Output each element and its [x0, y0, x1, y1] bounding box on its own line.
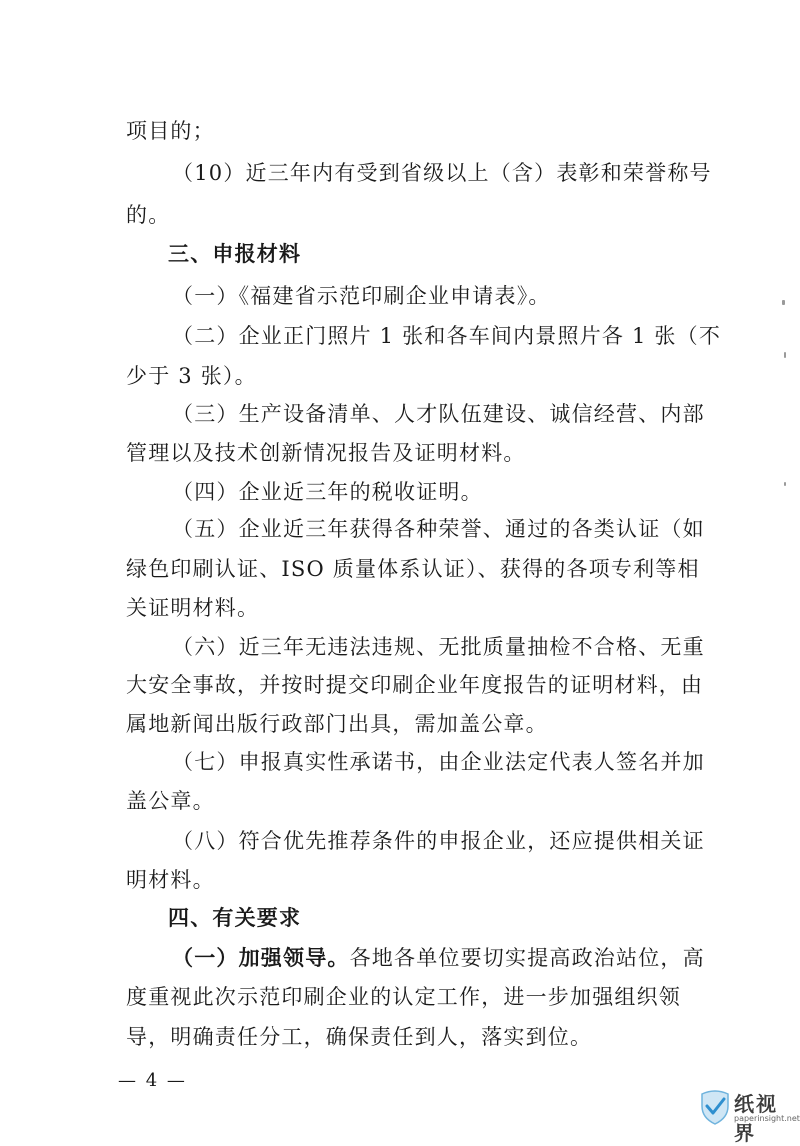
scan-speck: [784, 482, 786, 486]
text-line: 关证明材料。: [126, 596, 260, 620]
text-line: （三）生产设备清单、人才队伍建设、诚信经营、内部: [172, 402, 705, 426]
text-line: 项目的；: [126, 119, 215, 143]
requirement-label: （一）加强领导。: [172, 945, 350, 970]
watermark-name: 纸视界: [734, 1092, 778, 1145]
section-heading: 三、申报材料: [168, 242, 302, 266]
text-line: （七）申报真实性承诺书，由企业法定代表人签名并加: [172, 750, 705, 774]
text-line: 管理以及技术创新情况报告及证明材料。: [126, 441, 526, 465]
page-number: — 4 —: [118, 1070, 187, 1091]
watermark-url: paperinsight.net: [734, 1114, 800, 1123]
text-line: （一）《福建省示范印刷企业申请表》。: [172, 284, 551, 308]
text-line: 度重视此次示范印刷企业的认定工作，进一步加强组织领: [126, 985, 681, 1009]
text-line: 绿色印刷认证、ISO 质量体系认证）、获得的各项专利等相: [126, 557, 700, 581]
text-line: （四）企业近三年的税收证明。: [172, 480, 483, 504]
text-line: 属地新闻出版行政部门出具，需加盖公章。: [126, 712, 548, 736]
text-line: 盖公章。: [126, 789, 215, 813]
text-line: 的。: [126, 203, 171, 227]
text-line: （二）企业正门照片 1 张和各车间内景照片各 1 张（不: [172, 324, 722, 348]
text-line: （六）近三年无违法违规、无批质量抽检不合格、无重: [172, 635, 705, 659]
text-line: 导，明确责任分工，确保责任到人，落实到位。: [126, 1025, 593, 1049]
section-heading: 四、有关要求: [168, 906, 302, 930]
text-line: 少于 3 张）。: [126, 364, 257, 388]
scan-speck: [782, 300, 785, 305]
text-line: （八）符合优先推荐条件的申报企业，还应提供相关证: [172, 829, 705, 853]
watermark-logo: [698, 1086, 800, 1145]
watermark-icon: [698, 1088, 732, 1126]
scan-speck: [784, 352, 786, 358]
text-line: 大安全事故，并按时提交印刷企业年度报告的证明材料，由: [126, 673, 704, 697]
requirement-text: 各地各单位要切实提高政治站位，高: [349, 946, 705, 970]
text-line: （10）近三年内有受到省级以上（含）表彰和荣誉称号: [172, 161, 712, 185]
text-line: 明材料。: [126, 868, 215, 892]
requirement-line: [172, 943, 705, 973]
text-line: （五）企业近三年获得各种荣誉、通过的各类认证（如: [172, 517, 705, 541]
